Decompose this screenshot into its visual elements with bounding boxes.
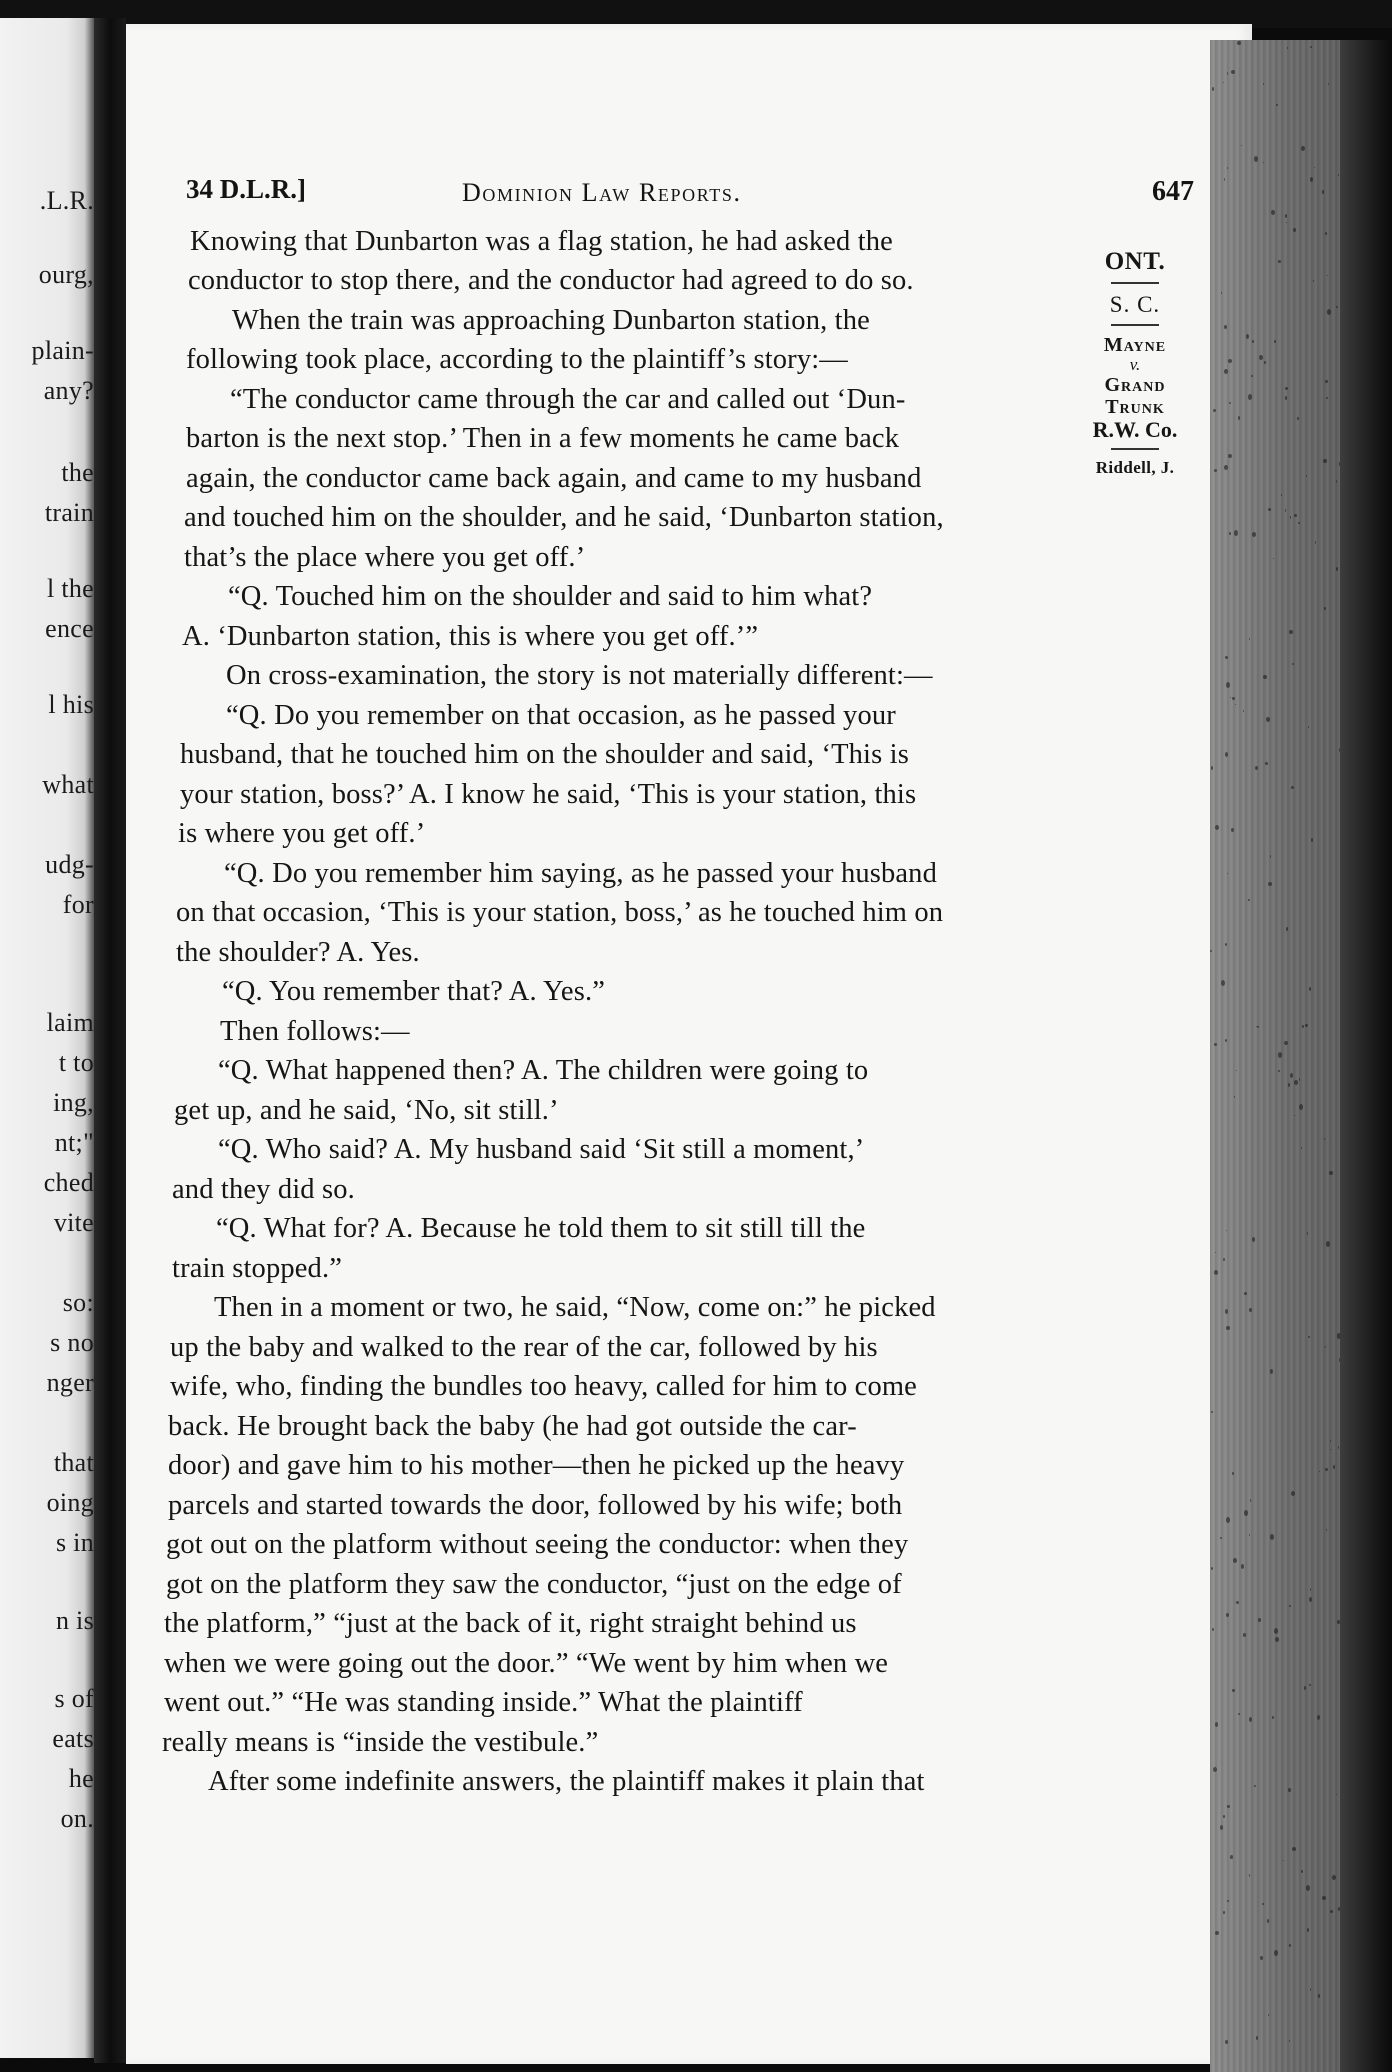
text-line: Then in a moment or two, he said, “Now, come on:” he picked: [214, 1292, 936, 1323]
case-versus: v.: [1129, 355, 1141, 374]
left-page-text-fragment: s no: [50, 1328, 94, 1357]
text-line: get up, and he said, ‘No, sit still.’: [174, 1095, 559, 1126]
left-page-text-fragment: any?: [43, 376, 94, 405]
left-page-text-fragment: s in: [55, 1528, 94, 1557]
text-line: the shoulder? A. Yes.: [176, 937, 420, 968]
left-page-text-fragment: nt;": [54, 1128, 94, 1157]
left-page-text-fragment: laim: [46, 1008, 94, 1037]
text-line: on that occasion, ‘This is your station, boss,’ as he touched him on: [176, 897, 944, 928]
left-page-text-fragment: oing: [46, 1488, 94, 1517]
left-page-text-fragment: on.: [60, 1804, 94, 1833]
left-page-text-fragment: plain-: [31, 336, 94, 365]
court-label: S. C.: [1109, 292, 1161, 317]
text-line: that’s the place where you get off.’: [184, 542, 586, 573]
text-line: and they did so.: [172, 1174, 355, 1205]
text-line: back. He brought back the baby (he had got outside the car-: [168, 1411, 857, 1442]
left-page-text-fragment: train: [44, 498, 94, 527]
text-line: really means is “inside the vestibule.”: [162, 1727, 599, 1758]
text-line: your station, boss?’ A. I know he said, ‘This is your station, this: [180, 779, 917, 810]
case-party-2-line1: Grand: [1104, 374, 1166, 396]
text-line: got out on the platform without seeing the conductor: when they: [166, 1529, 909, 1560]
left-page-text-fragment: so:: [62, 1288, 94, 1317]
text-line: On cross-examination, the story is not materially different:—: [226, 660, 933, 691]
left-page-text-fragment: ing,: [53, 1088, 94, 1117]
text-line: train stopped.”: [172, 1253, 343, 1284]
left-page-text-fragment: that: [53, 1448, 94, 1477]
left-page-text-fragment: for: [62, 890, 94, 919]
text-line: parcels and started towards the door, followed by his wife; both: [168, 1490, 903, 1521]
left-page-text-fragment: he: [68, 1764, 94, 1793]
left-page-text-fragment: n is: [55, 1606, 94, 1635]
left-page-text-fragment: s of: [54, 1684, 94, 1713]
left-page-text-fragment: .L.R.: [39, 186, 94, 215]
text-line: “Q. Touched him on the shoulder and said to him what?: [228, 581, 873, 612]
report-title: Dominion Law Reports.: [462, 178, 742, 207]
text-line: “Q. What for? A. Because he told them to sit still till the: [216, 1213, 866, 1244]
case-party-2-line3: R.W. Co.: [1092, 417, 1178, 442]
text-line: “Q. Do you remember him saying, as he passed your husband: [224, 858, 937, 889]
left-page-text-fragment: ourg,: [38, 260, 94, 289]
left-page-text-fragment: nger: [46, 1368, 94, 1397]
text-line: barton is the next stop.’ Then in a few moments he came back: [186, 423, 900, 454]
text-line: When the train was approaching Dunbarton station, the: [232, 305, 870, 336]
text-line: conductor to stop there, and the conductor had agreed to do so.: [188, 265, 914, 296]
text-line: went out.” “He was standing inside.” What the plaintiff: [164, 1687, 803, 1718]
case-party-2-line2: Trunk: [1105, 396, 1165, 418]
text-line: the platform,” “just at the back of it, right straight behind us: [164, 1608, 857, 1639]
left-page-text-fragment: ched: [43, 1168, 94, 1197]
text-line: following took place, according to the plaintiff’s story:—: [186, 344, 848, 375]
left-page-text-fragment: what: [42, 770, 94, 799]
province-label: ONT.: [1104, 248, 1166, 275]
text-line: “The conductor came through the car and called out ‘Dun-: [230, 384, 906, 415]
left-page-text-fragment: udg-: [45, 850, 94, 879]
left-page-text-fragment: eats: [52, 1724, 94, 1753]
text-line: is where you get off.’: [178, 818, 426, 849]
text-line: husband, that he touched him on the shoulder and said, ‘This is: [180, 739, 909, 770]
text-line: wife, who, finding the bundles too heavy, called for him to come: [170, 1371, 917, 1402]
text-line: A. ‘Dunbarton station, this is where you get off.’”: [182, 621, 759, 652]
text-line: After some indefinite answers, the plaintiff makes it plain that: [208, 1766, 925, 1797]
text-line: got on the platform they saw the conductor, “just on the edge of: [166, 1569, 902, 1600]
text-line: and touched him on the shoulder, and he said, ‘Dunbarton station,: [184, 502, 944, 533]
left-page-text-fragment: t to: [58, 1048, 94, 1077]
page-number: 647: [1152, 176, 1194, 207]
left-page-text-fragment: ence: [45, 614, 94, 643]
text-line: door) and gave him to his mother—then he picked up the heavy: [168, 1450, 905, 1481]
text-line: up the baby and walked to the rear of the car, followed by his: [170, 1332, 878, 1363]
judge-name: Riddell, J.: [1095, 458, 1175, 477]
left-page-text-fragment: vite: [53, 1208, 94, 1237]
text-line: “Q. You remember that? A. Yes.”: [222, 976, 606, 1007]
text-line: “Q. What happened then? A. The children were going to: [218, 1055, 869, 1086]
text-line: when we were going out the door.” “We went by him when we: [164, 1648, 889, 1679]
volume-reference: 34 D.L.R.]: [186, 174, 306, 204]
text-line: again, the conductor came back again, and came to my husband: [186, 463, 922, 494]
case-party-1: Mayne: [1103, 334, 1167, 356]
left-page-text-fragment: l the: [47, 574, 94, 603]
text-line: Knowing that Dunbarton was a flag station, he had asked the: [190, 226, 893, 257]
left-page-text-fragment: the: [61, 458, 94, 487]
text-line: “Q. Do you remember on that occasion, as he passed your: [226, 700, 896, 731]
left-page-text-fragment: l his: [48, 690, 94, 719]
text-line: Then follows:—: [220, 1016, 410, 1047]
text-line: “Q. Who said? A. My husband said ‘Sit still a moment,’: [218, 1134, 865, 1165]
